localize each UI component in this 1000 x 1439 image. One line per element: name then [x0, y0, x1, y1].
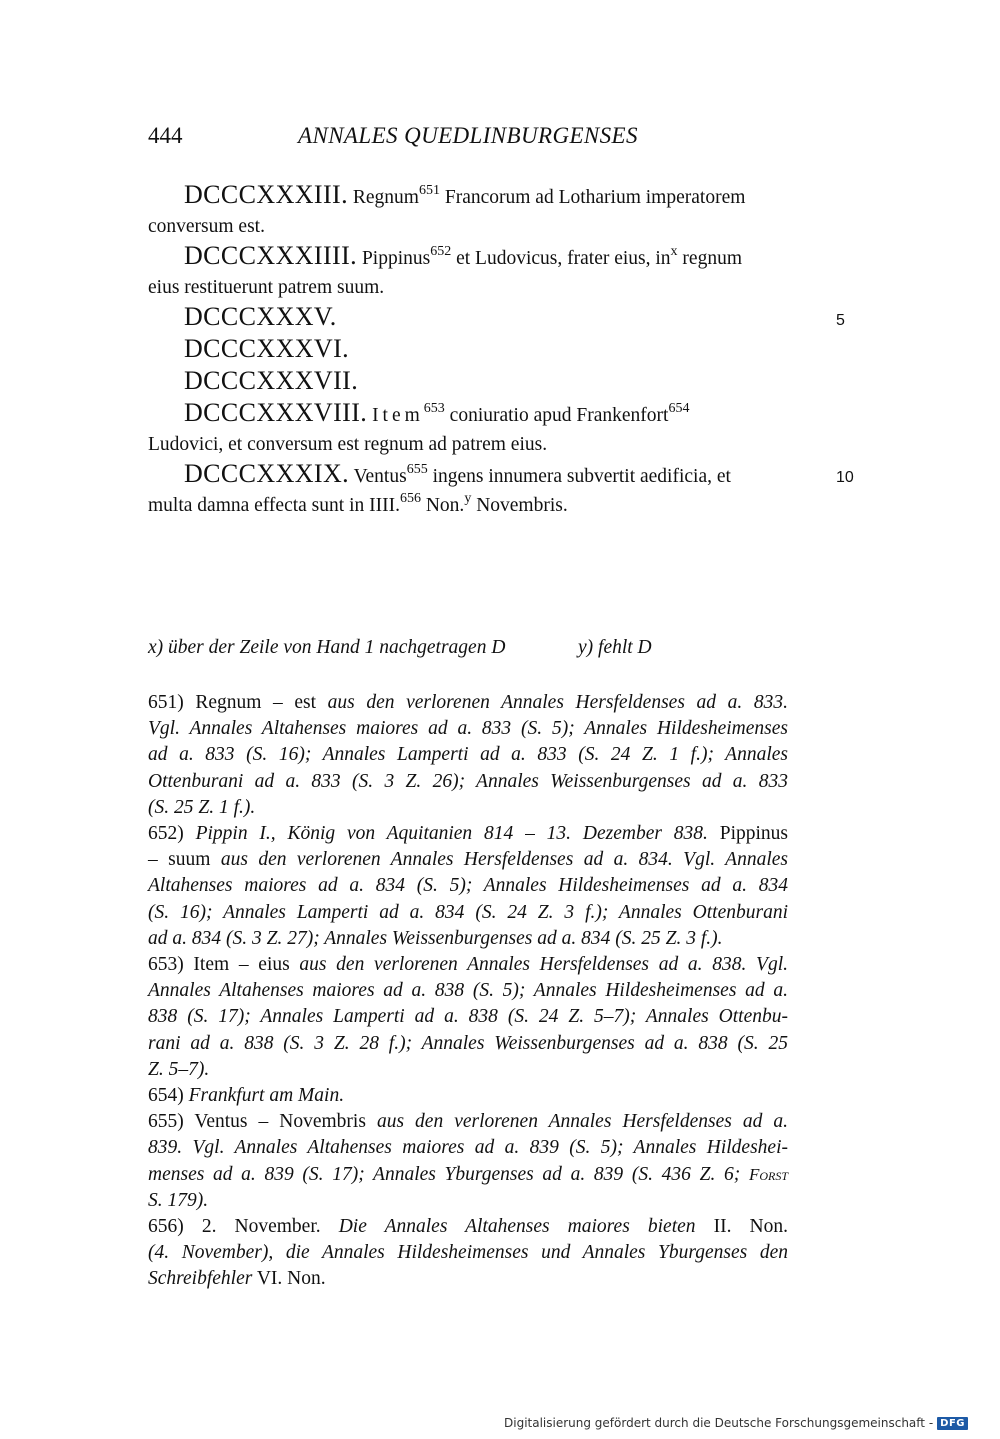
entry-835: [148, 302, 845, 334]
running-title: ANNALES QUEDLINBURGENSES: [298, 123, 638, 148]
apparatus-ref: y: [464, 490, 472, 506]
entry-year: DCCCXXXIX.: [184, 459, 350, 488]
entry-year: DCCCXXXVI.: [184, 334, 350, 363]
footnote-656: 656) 2. November. Die Annales Altahenses maiores bieten II. Non. (4. November), die Annales Hildesheimenses und Annales Yburgenses den Schreibfehler VI. Non.: [148, 1216, 788, 1290]
entry-839: DCCCXXXIX. Ventus$^{655}$ ingens innumera subvertit aedificia, et 10 multa damna effecta sunt in IIII.$^{656}$ Non.$^y$ Novembris.: [148, 459, 854, 516]
footnote-ref: 651: [418, 182, 440, 198]
footnote-653: 653) Item – eius aus den verlorenen Annales Hersfeldenses ad a. 838. Vgl. Annales Altahenses maiores ad a. 838 (S. 5); Annales Hildesheimenses ad a. 838 (S. 17); Annales Lamperti ad a. 838 (S. 24 Z. 5–7); Annales Ottenbu- rani ad a. 838 (S. 3 Z. 28 f.); Annales Weissenburgenses ad a. 838 (S. 25 Z. 5–7).: [148, 954, 788, 1080]
line-number: 5: [836, 312, 845, 329]
footnote-652: 652) Pippin I., König von Aquitanien 814 – 13. Dezember 838. Pippinus – suum aus den verlorenen Annales Hersfeldenses ad a. 834. Vgl. Annales Altahenses maiores ad a. 834 (S. 5); Annales Hildesheimenses ad a. 834 (S. 16); Annales Lamperti ad a. 834 (S. 24 Z. 3 f.); Annales Ottenburani ad a. 834 (S. 3 Z. 27); Annales Weissenburgenses ad a. 834 (S. 25 Z. 3 f.).: [148, 823, 788, 949]
funding-note: Digitalisierung gefördert durch die Deutsche Forschungsgemeinschaft -: [504, 1416, 934, 1430]
digitization-notice: [504, 1415, 968, 1431]
footnote-ref: 654: [668, 400, 690, 416]
line-number: 10: [836, 469, 854, 486]
footnote-ref: 656: [399, 490, 421, 506]
footnote-ref: 655: [406, 461, 428, 477]
apparatus-note-x: x) über der Zeile von Hand 1 nachgetragen D: [148, 637, 506, 658]
footnotes: [148, 690, 788, 1293]
entry-year: DCCCXXXVIII.: [184, 398, 368, 427]
page-number: 444: [148, 123, 183, 148]
annal-entries: [148, 180, 854, 520]
entry-year: DCCCXXXV.: [184, 302, 337, 331]
footnote-655: 655) Ventus – Novembris aus den verlorenen Annales Hersfeldenses ad a. 839. Vgl. Annales Altahenses maiores ad a. 839 (S. 5); Annales Hildeshei- menses ad a. 839 (S. 17); Annales Yburgenses ad a. 839 (S. 436 Z. 6; Forst S. 179).: [148, 1111, 788, 1211]
critical-apparatus: [148, 634, 788, 662]
running-head: [148, 120, 788, 152]
entry-834: DCCCXXXIIII. Pippinus$^{652}$ et Ludovicus, frater eius, $in^x$ regnum eius restituerunt patrem suum.: [148, 241, 742, 298]
entry-837: [148, 366, 788, 398]
footnote-ref: 653: [423, 400, 445, 416]
footnote-ref: 652: [430, 243, 452, 259]
entry-year: DCCCXXXVII.: [184, 366, 359, 395]
entry-836: [148, 334, 788, 366]
entry-838: DCCCXXXVIII. Item$^{653}$ coniuratio apud Frankenfort$^{654}$ Ludovici, et conversum est regnum ad patrem eius.: [148, 398, 690, 455]
footnote-654: 654) Frankfurt am Main.: [148, 1085, 345, 1107]
entry-year: DCCCXXXIIII.: [184, 241, 358, 270]
footnote-651: 651) Regnum – est aus den verlorenen Annales Hersfeldenses ad a. 833. Vgl. Annales Altahenses maiores ad a. 833 (S. 5); Annales Hildesheimenses ad a. 833 (S. 16); Annales Lamperti ad a. 833 (S. 24 Z. 1 f.); Annales Ottenburani ad a. 833 (S. 3 Z. 26); Annales Weissenburgenses ad a. 833 (S. 25 Z. 1 f.).: [148, 692, 788, 818]
dfg-logo: DFG: [937, 1417, 968, 1430]
entry-year: DCCCXXXIII.: [184, 180, 349, 209]
entry-833: DCCCXXXIII. Regnum$^{651}$ Francorum ad Lotharium imperatorem conversum est.: [148, 180, 746, 237]
apparatus-note-y: y) fehlt D: [578, 637, 652, 658]
apparatus-ref: x: [670, 243, 678, 259]
